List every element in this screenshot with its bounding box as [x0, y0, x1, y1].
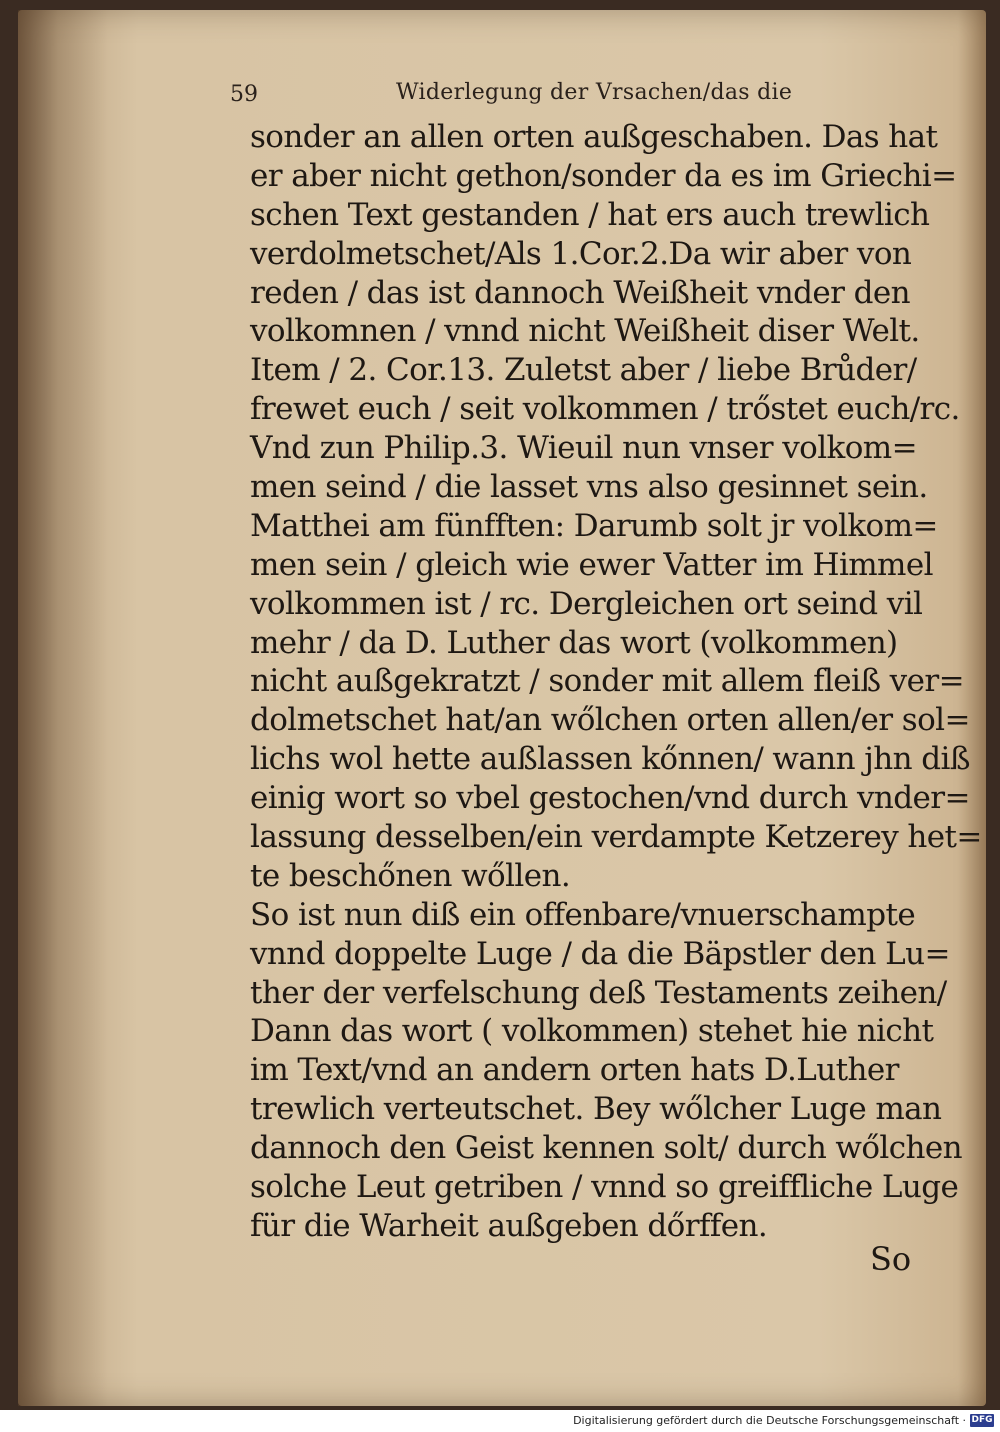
text-line: volkomnen / vnnd nicht Weißheit diser Welt. — [250, 313, 920, 350]
text-line: lassung desselben/ein verdampte Ketzerey het= — [250, 819, 982, 856]
text-line: einig wort so vbel gestochen/vnd durch vnder= — [250, 780, 970, 817]
text-line: dannoch den Geist kennen solt/ durch wőlchen — [250, 1130, 962, 1167]
text-line: verdolmetschet/Als 1.Cor.2.Da wir aber von — [250, 235, 912, 272]
book-page — [18, 10, 986, 1406]
text-line: frewet euch / seit volkommen / trőstet euch/rc. — [250, 391, 960, 428]
page-number: 59 — [230, 82, 258, 107]
text-line: Vnd zun Philip.3. Wieuil nun vnser volkom= — [250, 430, 917, 467]
body-text — [250, 118, 982, 1246]
text-line: men sein / gleich wie ewer Vatter im Himmel — [250, 546, 933, 583]
text-line: te beschőnen wőllen. — [250, 857, 571, 894]
running-head: Widerlegung der Vrsachen/das die — [396, 80, 793, 105]
text-line: für die Warheit außgeben dőrffen. — [250, 1207, 768, 1244]
text-line: reden / das ist dannoch Weißheit vnder den — [250, 274, 910, 311]
dfg-logo: DFG — [971, 1415, 993, 1425]
text-line: Dann das wort ( volkommen) stehet hie nicht — [250, 1013, 934, 1050]
funding-credit: Digitalisierung gefördert durch die Deutsche Forschungsgemeinschaft · — [573, 1414, 966, 1427]
text-line: So ist nun diß ein offenbare/vnuerschampte — [250, 896, 916, 933]
text-line: solche Leut getriben / vnnd so greiffliche Luge — [250, 1169, 959, 1206]
text-line: volkommen ist / rc. Dergleichen ort seind vil — [250, 585, 923, 622]
text-line: schen Text gestanden / hat ers auch trewlich — [250, 196, 930, 233]
funding-footer — [0, 1410, 1000, 1432]
text-line: Matthei am fünfften: Darumb solt jr volkom= — [250, 507, 938, 544]
catchword: So — [870, 1240, 912, 1278]
text-line: ther der verfelschung deß Testaments zeihen/ — [250, 974, 947, 1011]
text-line: men seind / die lasset vns also gesinnet sein. — [250, 469, 928, 506]
text-line: Item / 2. Cor.13. Zuletst aber / liebe Brůder/ — [250, 352, 917, 389]
text-line: er aber nicht gethon/sonder da es im Griechi= — [250, 157, 957, 194]
text-line: dolmetschet hat/an wőlchen orten allen/er sol= — [250, 702, 970, 739]
text-line: mehr / da D. Luther das wort (volkommen) — [250, 624, 898, 661]
text-line: vnnd doppelte Luge / da die Bäpstler den Lu= — [250, 935, 950, 972]
text-line: nicht außgekratzt / sonder mit allem fleiß ver= — [250, 663, 964, 700]
text-line: lichs wol hette außlassen kőnnen/ wann jhn diß — [250, 741, 970, 778]
text-line: sonder an allen orten außgeschaben. Das hat — [250, 119, 938, 155]
text-line: im Text/vnd an andern orten hats D.Luther — [250, 1052, 899, 1089]
text-line: trewlich verteutschet. Bey wőlcher Luge man — [250, 1091, 942, 1128]
